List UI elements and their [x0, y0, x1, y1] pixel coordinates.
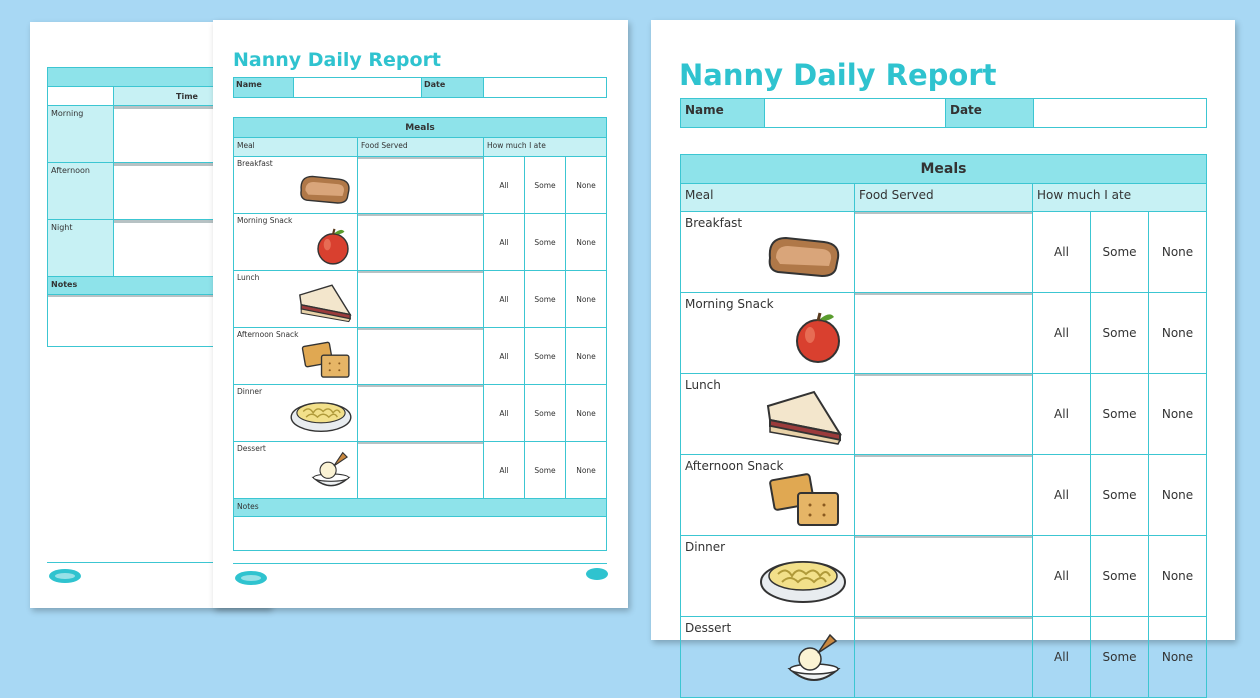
choice-some[interactable]: Some	[525, 385, 566, 442]
zoom-name-field[interactable]	[765, 99, 946, 128]
zoom-name-date-table	[680, 98, 1207, 128]
food-lines[interactable]	[358, 214, 484, 271]
table-row	[234, 385, 607, 442]
zoomed-report-page	[651, 20, 1235, 664]
meal-label: Dessert	[237, 444, 266, 453]
name-field[interactable]	[294, 78, 422, 98]
choice-all[interactable]: All	[1033, 617, 1091, 698]
zoom-amount-column-header: How much I ate	[1033, 184, 1207, 212]
ice-cream-icon	[784, 629, 844, 691]
choice-all[interactable]: All	[1033, 212, 1091, 293]
choice-some[interactable]: Some	[1091, 617, 1149, 698]
meals-table	[233, 117, 607, 551]
table-row	[681, 455, 1207, 536]
twinkl-logo	[234, 568, 268, 586]
choice-some[interactable]: Some	[1091, 293, 1149, 374]
choice-all[interactable]: All	[1033, 293, 1091, 374]
meal-label: Afternoon Snack	[685, 459, 784, 473]
choice-some[interactable]: Some	[1091, 212, 1149, 293]
choice-none[interactable]: None	[1149, 293, 1207, 374]
table-row	[681, 617, 1207, 698]
food-lines[interactable]	[358, 271, 484, 328]
choice-all[interactable]: All	[1033, 455, 1091, 536]
twinkl-logo	[48, 566, 82, 584]
apple-icon	[313, 226, 353, 266]
crackers-icon	[768, 471, 844, 529]
meal-label: Dinner	[685, 540, 726, 554]
name-label: Name	[234, 78, 294, 98]
choice-none[interactable]: None	[566, 442, 607, 499]
period-night: Night	[48, 220, 114, 277]
food-lines[interactable]	[855, 212, 1033, 293]
zoom-page-title: Nanny Daily Report	[679, 58, 997, 92]
choice-some[interactable]: Some	[525, 271, 566, 328]
meal-label: Breakfast	[237, 159, 273, 168]
footer-rule	[233, 563, 607, 564]
zoom-food-column-header: Food Served	[855, 184, 1033, 212]
sandwich-icon	[297, 281, 353, 323]
meal-label: Afternoon Snack	[237, 330, 299, 339]
choice-all[interactable]: All	[484, 328, 525, 385]
apple-icon	[790, 309, 846, 365]
choice-some[interactable]: Some	[1091, 536, 1149, 617]
zoom-date-label: Date	[946, 99, 1034, 128]
twinkl-logo-small	[585, 566, 609, 582]
sandwich-icon	[764, 386, 844, 446]
meal-label: Lunch	[237, 273, 260, 282]
period-morning: Morning	[48, 106, 114, 163]
page-title: Nanny Daily Report	[233, 49, 442, 71]
zoom-name-label: Name	[681, 99, 765, 128]
choice-none[interactable]: None	[566, 271, 607, 328]
food-lines[interactable]	[358, 328, 484, 385]
zoom-meals-header: Meals	[681, 155, 1207, 184]
choice-some[interactable]: Some	[525, 328, 566, 385]
food-column-header: Food Served	[358, 138, 484, 157]
meal-label: Morning Snack	[685, 297, 774, 311]
choice-all[interactable]: All	[1033, 374, 1091, 455]
crackers-icon	[301, 340, 353, 380]
choice-some[interactable]: Some	[1091, 455, 1149, 536]
notes-field[interactable]	[234, 517, 607, 551]
choice-none[interactable]: None	[1149, 536, 1207, 617]
amount-column-header: How much I ate	[484, 138, 607, 157]
table-row	[681, 212, 1207, 293]
choice-none[interactable]: None	[1149, 212, 1207, 293]
choice-all[interactable]: All	[1033, 536, 1091, 617]
meal-column-header: Meal	[234, 138, 358, 157]
choice-all[interactable]: All	[484, 214, 525, 271]
food-lines[interactable]	[358, 385, 484, 442]
choice-none[interactable]: None	[566, 328, 607, 385]
food-lines[interactable]	[855, 374, 1033, 455]
period-afternoon: Afternoon	[48, 163, 114, 220]
table-row	[234, 328, 607, 385]
zoom-meal-column-header: Meal	[681, 184, 855, 212]
table-row	[681, 536, 1207, 617]
small-report-page	[213, 20, 628, 608]
choice-some[interactable]: Some	[525, 442, 566, 499]
activities-notes-label: Notes	[48, 277, 287, 295]
name-date-table	[233, 77, 607, 98]
choice-none[interactable]: None	[1149, 374, 1207, 455]
toast-icon	[297, 169, 353, 209]
ice-cream-icon	[309, 448, 353, 494]
choice-all[interactable]: All	[484, 385, 525, 442]
pasta-bowl-icon	[758, 548, 848, 610]
choice-all[interactable]: All	[484, 157, 525, 214]
food-lines[interactable]	[855, 617, 1033, 698]
table-row	[234, 157, 607, 214]
choice-some[interactable]: Some	[1091, 374, 1149, 455]
table-row	[681, 374, 1207, 455]
date-field[interactable]	[484, 78, 607, 98]
table-row	[234, 442, 607, 499]
table-row	[681, 293, 1207, 374]
food-lines[interactable]	[855, 455, 1033, 536]
choice-none[interactable]: None	[566, 157, 607, 214]
meal-label: Dessert	[685, 621, 732, 635]
zoom-meals-table	[680, 154, 1207, 698]
time-column-header: Time	[114, 87, 287, 106]
choice-none[interactable]: None	[1149, 455, 1207, 536]
food-lines[interactable]	[358, 157, 484, 214]
toast-icon	[764, 228, 844, 284]
meals-header: Meals	[234, 118, 607, 138]
meal-label: Breakfast	[685, 216, 743, 230]
food-lines[interactable]	[358, 442, 484, 499]
choice-none[interactable]: None	[566, 214, 607, 271]
food-lines[interactable]	[855, 293, 1033, 374]
choice-some[interactable]: Some	[525, 157, 566, 214]
meal-label: Lunch	[685, 378, 721, 392]
meal-label: Dinner	[237, 387, 263, 396]
meal-label: Morning Snack	[237, 216, 293, 225]
choice-all[interactable]: All	[484, 442, 525, 499]
table-row	[234, 271, 607, 328]
date-label: Date	[422, 78, 484, 98]
choice-some[interactable]: Some	[525, 214, 566, 271]
zoom-date-field[interactable]	[1034, 99, 1207, 128]
pasta-bowl-icon	[289, 393, 353, 437]
choice-none[interactable]: None	[566, 385, 607, 442]
choice-none[interactable]: None	[1149, 617, 1207, 698]
food-lines[interactable]	[855, 536, 1033, 617]
choice-all[interactable]: All	[484, 271, 525, 328]
notes-label: Notes	[234, 499, 607, 517]
table-row	[234, 214, 607, 271]
